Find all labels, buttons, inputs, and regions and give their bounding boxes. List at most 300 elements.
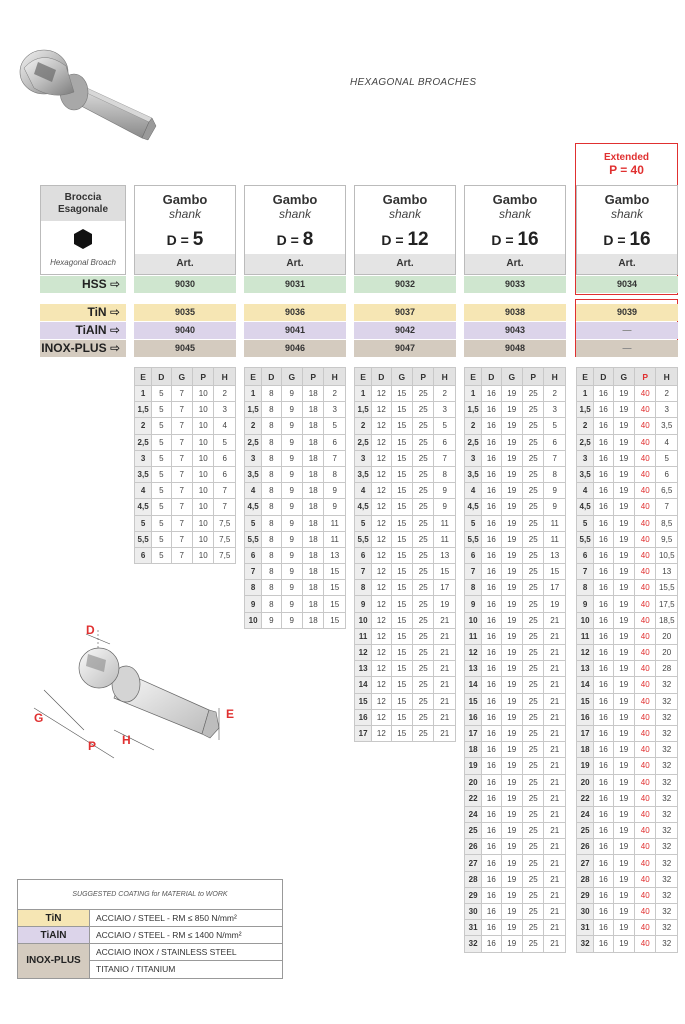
art-label: Art. [465, 254, 565, 274]
table-cell: 21 [434, 645, 456, 661]
table-cell: 25 [523, 580, 544, 596]
table-row [577, 466, 678, 482]
table-row [577, 450, 678, 466]
table-cell: 9 [544, 483, 566, 499]
table-cell: 2,5 [577, 434, 594, 450]
diameter-value: 8 [302, 229, 314, 250]
table-cell: 19 [501, 806, 522, 822]
article-code: 9038 [464, 304, 566, 321]
table-cell: 2,5 [355, 434, 372, 450]
table-cell: 16 [594, 466, 613, 482]
table-cell: 5 [152, 531, 171, 547]
coating-label-1: HSS ⇨ [40, 276, 126, 293]
table-header: G [613, 368, 634, 386]
table-cell: 10 [193, 418, 214, 434]
table-cell: 18 [303, 402, 324, 418]
table-cell: 21 [544, 839, 566, 855]
article-code: — [576, 322, 678, 339]
table-cell: 16 [594, 904, 613, 920]
table-cell: 25 [413, 645, 434, 661]
table-cell: 32 [656, 904, 678, 920]
table-cell: 15,5 [656, 580, 678, 596]
table-row [577, 515, 678, 531]
table-cell: 1,5 [355, 402, 372, 418]
legend-tialn-value: ACCIAIO / STEEL - RM ≤ 1400 N/mm² [96, 930, 242, 940]
table-cell: 15 [391, 450, 412, 466]
table-cell: 21 [544, 904, 566, 920]
table-row [245, 386, 346, 402]
table-cell: 18 [303, 499, 324, 515]
table-row [355, 661, 456, 677]
table-cell: 11 [544, 515, 566, 531]
table-cell: 5 [152, 418, 171, 434]
table-cell: 12 [372, 434, 391, 450]
table-row [465, 466, 566, 482]
table-cell: 25 [523, 806, 544, 822]
table-cell: 7 [171, 466, 192, 482]
table-cell: 16 [594, 596, 613, 612]
table-cell: 16 [482, 790, 501, 806]
table-cell: 19 [613, 693, 634, 709]
table-row [135, 483, 236, 499]
table-row [577, 709, 678, 725]
table-cell: 18,5 [656, 612, 678, 628]
table-cell: 9,5 [656, 531, 678, 547]
table-cell: 12 [372, 693, 391, 709]
table-cell: 24 [577, 806, 594, 822]
table-cell: 8 [262, 515, 281, 531]
table-cell: 19 [613, 547, 634, 563]
table-cell: 25 [523, 693, 544, 709]
table-cell: 21 [544, 612, 566, 628]
table-row [135, 386, 236, 402]
article-code: 9031 [244, 276, 346, 293]
table-cell: 3,5 [577, 466, 594, 482]
table-cell: 1,5 [245, 402, 262, 418]
table-cell: 40 [635, 499, 656, 515]
table-cell: 19 [501, 564, 522, 580]
table-row [355, 547, 456, 563]
table-cell: 25 [413, 402, 434, 418]
table-cell: 9 [281, 450, 302, 466]
table-cell: 28 [656, 661, 678, 677]
table-cell: 19 [501, 823, 522, 839]
dimension-table-3 [354, 367, 456, 742]
diameter-line [465, 229, 565, 251]
table-cell: 19 [501, 580, 522, 596]
diameter-prefix: D = [603, 232, 626, 248]
article-code: 9030 [134, 276, 236, 293]
table-row [577, 677, 678, 693]
table-cell: 25 [523, 790, 544, 806]
table-cell: 40 [635, 418, 656, 434]
table-cell: 19 [613, 904, 634, 920]
table-row [355, 725, 456, 741]
table-cell: 32 [577, 936, 594, 952]
table-cell: 8 [544, 466, 566, 482]
table-cell: 2 [245, 418, 262, 434]
table-cell: 16 [594, 709, 613, 725]
table-header: D [262, 368, 281, 386]
table-header: G [281, 368, 302, 386]
table-cell: 5 [544, 418, 566, 434]
table-cell: 14 [577, 677, 594, 693]
table-cell: 18 [303, 450, 324, 466]
table-cell: 25 [577, 823, 594, 839]
table-row [577, 645, 678, 661]
table-cell: 8 [245, 580, 262, 596]
table-cell: 16 [482, 677, 501, 693]
table-cell: 19 [501, 693, 522, 709]
table-cell: 24 [465, 806, 482, 822]
table-cell: 19 [501, 661, 522, 677]
table-row [465, 483, 566, 499]
art-label: Art. [577, 254, 677, 274]
table-cell: 12 [372, 580, 391, 596]
table-row [355, 386, 456, 402]
table-cell: 8 [577, 580, 594, 596]
table-cell: 5 [214, 434, 236, 450]
table-cell: 12 [372, 645, 391, 661]
table-cell: 4 [214, 418, 236, 434]
table-row [577, 693, 678, 709]
table-header: P [303, 368, 324, 386]
table-cell: 7 [171, 402, 192, 418]
table-cell: 16 [594, 887, 613, 903]
table-cell: 1 [355, 386, 372, 402]
table-cell: 19 [501, 434, 522, 450]
table-cell: 11 [465, 628, 482, 644]
table-cell: 21 [544, 871, 566, 887]
table-cell: 19 [501, 774, 522, 790]
table-cell: 32 [656, 774, 678, 790]
table-row [577, 499, 678, 515]
table-cell: 13 [465, 661, 482, 677]
table-cell: 2 [434, 386, 456, 402]
table-cell: 2,5 [135, 434, 152, 450]
table-cell: 19 [613, 758, 634, 774]
table-cell: 5 [577, 515, 594, 531]
table-cell: 3 [544, 402, 566, 418]
table-cell: 19 [501, 547, 522, 563]
table-cell: 4 [577, 483, 594, 499]
table-cell: 19 [501, 758, 522, 774]
table-cell: 19 [613, 466, 634, 482]
table-cell: 2 [214, 386, 236, 402]
article-code: — [576, 340, 678, 357]
table-cell: 25 [523, 612, 544, 628]
broach-title-box [40, 185, 126, 275]
table-cell: 32 [656, 790, 678, 806]
legend-tin-value: ACCIAIO / STEEL - RM ≤ 850 N/mm² [96, 913, 237, 923]
table-cell: 10 [245, 612, 262, 628]
coating-legend [17, 879, 283, 979]
table-cell: 9 [281, 580, 302, 596]
table-row [577, 531, 678, 547]
table-cell: 7 [324, 450, 346, 466]
table-cell: 18 [303, 596, 324, 612]
extended-label [575, 151, 678, 177]
table-cell: 19 [613, 920, 634, 936]
table-cell: 25 [523, 904, 544, 920]
table-cell: 12 [372, 402, 391, 418]
table-cell: 19 [501, 531, 522, 547]
table-cell: 19 [501, 402, 522, 418]
table-row [355, 628, 456, 644]
article-code: 9047 [354, 340, 456, 357]
table-cell: 5 [245, 515, 262, 531]
diameter-value: 16 [517, 229, 539, 250]
table-cell: 5 [152, 402, 171, 418]
table-cell: 40 [635, 596, 656, 612]
table-cell: 16 [482, 871, 501, 887]
table-cell: 15 [391, 612, 412, 628]
table-cell: 25 [523, 450, 544, 466]
table-cell: 40 [635, 402, 656, 418]
table-cell: 25 [523, 823, 544, 839]
table-cell: 7 [171, 547, 192, 563]
label-e: E [226, 707, 235, 721]
table-header: G [501, 368, 522, 386]
table-cell: 19 [501, 466, 522, 482]
table-cell: 20 [577, 774, 594, 790]
table-cell: 9 [324, 499, 346, 515]
table-header: E [245, 368, 262, 386]
table-row [355, 402, 456, 418]
table-cell: 15 [391, 645, 412, 661]
dimension-table-1 [134, 367, 236, 564]
table-cell: 4 [245, 483, 262, 499]
table-cell: 7 [465, 564, 482, 580]
table-cell: 3 [245, 450, 262, 466]
table-cell: 6 [324, 434, 346, 450]
legend-title: SUGGESTED COATING for MATERIAL to WORK [18, 880, 282, 910]
table-cell: 13 [656, 564, 678, 580]
table-cell: 2 [577, 418, 594, 434]
shank-label: shank [610, 207, 644, 221]
table-cell: 19 [613, 871, 634, 887]
table-row [465, 661, 566, 677]
table-cell: 3 [214, 402, 236, 418]
table-cell: 25 [523, 920, 544, 936]
table-cell: 40 [635, 790, 656, 806]
table-row [465, 742, 566, 758]
table-cell: 21 [434, 612, 456, 628]
table-cell: 16 [482, 402, 501, 418]
article-code: 9036 [244, 304, 346, 321]
table-cell: 25 [523, 645, 544, 661]
table-cell: 19 [501, 871, 522, 887]
table-cell: 1,5 [465, 402, 482, 418]
table-cell: 40 [635, 677, 656, 693]
article-code: 9045 [134, 340, 236, 357]
dimension-table-5 [576, 367, 678, 953]
table-cell: 1,5 [577, 402, 594, 418]
table-cell: 16 [577, 709, 594, 725]
table-cell: 4,5 [135, 499, 152, 515]
table-cell: 13 [544, 547, 566, 563]
table-cell: 11 [355, 628, 372, 644]
table-cell: 10 [577, 612, 594, 628]
table-cell: 19 [501, 920, 522, 936]
table-cell: 18 [303, 466, 324, 482]
table-cell: 12 [372, 564, 391, 580]
table-header: D [152, 368, 171, 386]
table-cell: 5 [355, 515, 372, 531]
table-cell: 40 [635, 661, 656, 677]
table-cell: 25 [523, 434, 544, 450]
table-cell: 18 [303, 434, 324, 450]
table-cell: 16 [594, 823, 613, 839]
table-cell: 16 [482, 450, 501, 466]
gambo-label: Gambo [604, 192, 650, 207]
article-code: 9041 [244, 322, 346, 339]
table-cell: 4 [656, 434, 678, 450]
table-row [465, 434, 566, 450]
table-row [577, 661, 678, 677]
table-cell: 4,5 [577, 499, 594, 515]
table-cell: 2,5 [245, 434, 262, 450]
table-cell: 16 [594, 450, 613, 466]
table-cell: 9 [544, 499, 566, 515]
table-cell: 10 [193, 466, 214, 482]
table-cell: 40 [635, 806, 656, 822]
table-cell: 19 [501, 612, 522, 628]
table-cell: 15 [391, 564, 412, 580]
table-cell: 25 [523, 628, 544, 644]
table-row [355, 612, 456, 628]
table-cell: 29 [577, 887, 594, 903]
table-cell: 7 [214, 499, 236, 515]
table-cell: 5,5 [245, 531, 262, 547]
table-cell: 9 [281, 564, 302, 580]
table-cell: 5 [135, 515, 152, 531]
table-cell: 6 [465, 547, 482, 563]
table-row [465, 645, 566, 661]
table-cell: 1 [577, 386, 594, 402]
table-cell: 6 [214, 466, 236, 482]
table-cell: 8 [262, 596, 281, 612]
article-code: 9035 [134, 304, 236, 321]
table-row [355, 564, 456, 580]
table-cell: 32 [656, 936, 678, 952]
table-cell: 16 [482, 823, 501, 839]
table-cell: 25 [465, 823, 482, 839]
table-cell: 40 [635, 612, 656, 628]
art-label: Art. [135, 254, 235, 274]
table-cell: 9 [324, 483, 346, 499]
table-cell: 25 [523, 418, 544, 434]
table-row [577, 386, 678, 402]
table-cell: 18 [303, 612, 324, 628]
table-cell: 7 [434, 450, 456, 466]
table-cell: 12 [372, 450, 391, 466]
table-cell: 12 [355, 645, 372, 661]
table-cell: 12 [372, 677, 391, 693]
table-cell: 6 [577, 547, 594, 563]
table-cell: 25 [523, 871, 544, 887]
table-cell: 28 [465, 871, 482, 887]
table-cell: 25 [523, 758, 544, 774]
table-cell: 16 [482, 434, 501, 450]
table-row [135, 418, 236, 434]
diameter-prefix: D = [276, 232, 299, 248]
table-cell: 25 [413, 677, 434, 693]
table-row [355, 645, 456, 661]
table-row [465, 790, 566, 806]
table-cell: 11 [324, 531, 346, 547]
table-cell: 32 [656, 823, 678, 839]
table-row [577, 547, 678, 563]
extended-line1: Extended [603, 152, 649, 163]
table-cell: 19 [501, 725, 522, 741]
article-code: 9040 [134, 322, 236, 339]
table-cell: 1,5 [135, 402, 152, 418]
table-cell: 8 [262, 531, 281, 547]
table-cell: 15 [577, 693, 594, 709]
table-row [465, 855, 566, 871]
table-cell: 6,5 [656, 483, 678, 499]
table-row [355, 515, 456, 531]
table-cell: 16 [465, 709, 482, 725]
art-label: Art. [355, 254, 455, 274]
table-cell: 3 [324, 402, 346, 418]
table-cell: 40 [635, 936, 656, 952]
table-cell: 9 [281, 483, 302, 499]
table-cell: 8 [262, 499, 281, 515]
table-cell: 27 [577, 855, 594, 871]
table-cell: 32 [656, 887, 678, 903]
table-cell: 16 [482, 645, 501, 661]
table-cell: 15 [391, 434, 412, 450]
diameter-value: 16 [629, 229, 651, 250]
table-cell: 25 [523, 709, 544, 725]
table-row [465, 402, 566, 418]
table-cell: 19 [501, 483, 522, 499]
table-cell: 25 [413, 725, 434, 741]
table-cell: 21 [544, 758, 566, 774]
broach-title-it2: Esagonale [57, 204, 109, 215]
diameter-value: 5 [192, 229, 204, 250]
table-cell: 3,5 [465, 466, 482, 482]
table-cell: 9 [281, 547, 302, 563]
table-cell: 16 [482, 887, 501, 903]
table-cell: 18 [577, 742, 594, 758]
table-header: E [135, 368, 152, 386]
table-row [245, 547, 346, 563]
dimension-table-2 [244, 367, 346, 629]
table-cell: 19 [613, 499, 634, 515]
table-header: P [193, 368, 214, 386]
table-row [355, 580, 456, 596]
table-cell: 25 [413, 450, 434, 466]
table-cell: 7 [171, 386, 192, 402]
table-cell: 7 [577, 564, 594, 580]
table-cell: 4 [135, 483, 152, 499]
table-cell: 32 [656, 677, 678, 693]
table-header: H [434, 368, 456, 386]
table-cell: 19 [613, 774, 634, 790]
table-cell: 5,5 [355, 531, 372, 547]
table-header: H [656, 368, 678, 386]
table-row [465, 564, 566, 580]
table-cell: 8 [262, 466, 281, 482]
table-cell: 16 [594, 742, 613, 758]
table-cell: 15 [391, 418, 412, 434]
table-cell: 19 [613, 531, 634, 547]
table-cell: 40 [635, 580, 656, 596]
table-cell: 25 [413, 547, 434, 563]
